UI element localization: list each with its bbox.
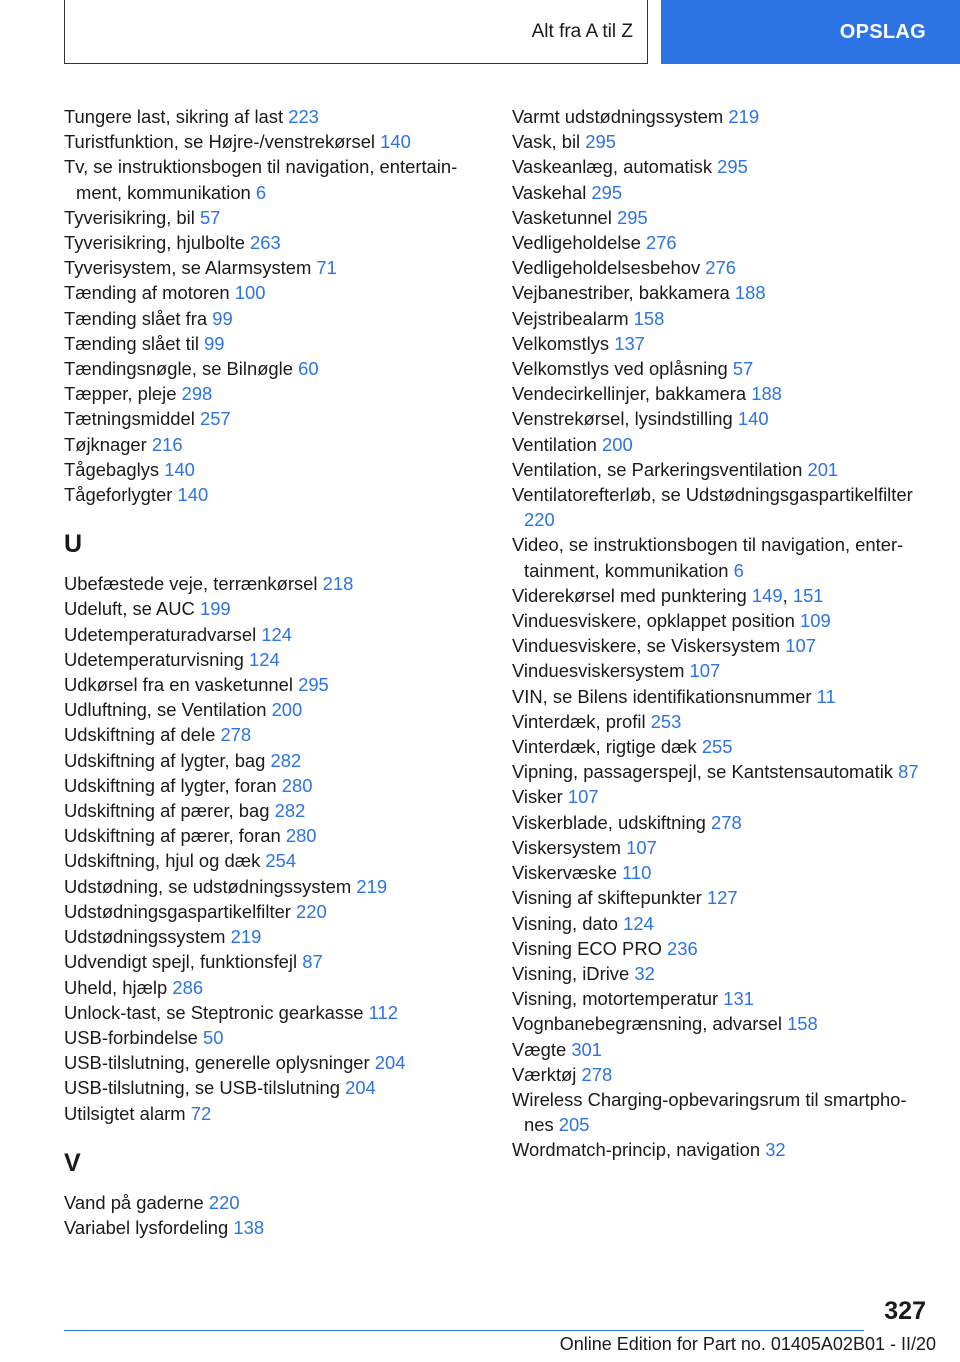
index-entry bbox=[512, 230, 930, 255]
footer-rule bbox=[64, 1330, 864, 1331]
page-reference-link[interactable]: 57 bbox=[199, 206, 221, 228]
page-reference-link[interactable]: 205 bbox=[558, 1114, 590, 1136]
page-reference-link[interactable]: 295 bbox=[585, 131, 616, 153]
index-entry-text: Viskerblade, udskiftning bbox=[512, 811, 706, 833]
page-reference-link[interactable]: 295 bbox=[591, 181, 623, 203]
index-entry-text: Viskersystem bbox=[512, 836, 622, 858]
index-entry bbox=[512, 532, 930, 582]
page-reference-link[interactable]: 124 bbox=[623, 912, 654, 934]
page-reference-link[interactable]: 110 bbox=[622, 862, 652, 884]
index-entry bbox=[512, 255, 930, 280]
page-reference-link[interactable]: 188 bbox=[734, 282, 766, 304]
page-reference-link[interactable]: 140 bbox=[164, 458, 195, 480]
page-reference-link[interactable]: 87 bbox=[898, 761, 919, 783]
index-entry-text: Utilsigtet alarm bbox=[64, 1102, 186, 1124]
index-entry bbox=[512, 658, 930, 683]
page-reference-link[interactable]: 223 bbox=[288, 106, 319, 127]
page-reference-link[interactable]: 200 bbox=[271, 699, 303, 721]
page-reference-link[interactable]: 199 bbox=[199, 598, 231, 620]
page-reference-link[interactable]: 137 bbox=[614, 332, 645, 354]
page-reference-link[interactable]: 6 bbox=[733, 559, 744, 581]
index-entry bbox=[64, 482, 482, 507]
index-entry bbox=[64, 899, 482, 924]
index-entry-text: Visning ECO PRO bbox=[512, 937, 662, 959]
index-entry bbox=[512, 608, 930, 633]
index-entry bbox=[512, 306, 930, 331]
index-entry-text: Tyverisystem, se Alarmsystem bbox=[64, 257, 312, 279]
index-entry-text: USB-tilslutning, generelle oplysninger bbox=[64, 1052, 370, 1074]
page-reference-link[interactable]: 286 bbox=[172, 976, 204, 998]
index-entry bbox=[64, 356, 482, 381]
index-entry bbox=[512, 835, 930, 860]
index-entry bbox=[64, 154, 482, 204]
index-entry-text: Vinterdæk, profil bbox=[512, 710, 646, 732]
index-entry bbox=[512, 961, 930, 986]
page-reference-link[interactable]: 295 bbox=[298, 674, 329, 696]
index-entry-text: Udskiftning, hjul og dæk bbox=[64, 850, 261, 872]
index-entry: Viderekørsel med punktering 149, 151 bbox=[512, 584, 824, 606]
index-entry-text: Visning, dato bbox=[512, 912, 618, 934]
index-entry bbox=[512, 860, 930, 885]
index-entry-text: Tændingsnøgle, se Bilnøgle bbox=[64, 358, 293, 380]
page-reference-link[interactable]: 218 bbox=[322, 573, 354, 595]
page-reference-link[interactable]: 278 bbox=[581, 1063, 613, 1085]
page-reference-link[interactable]: 200 bbox=[602, 433, 633, 455]
page-reference-link[interactable]: 6 bbox=[255, 181, 267, 203]
index-entry-text: Tøjknager bbox=[64, 433, 147, 455]
page-reference-link[interactable]: 253 bbox=[650, 710, 682, 732]
index-entry-text: Varmt udstødningssystem bbox=[512, 106, 724, 127]
index-entry-text: Vendecirkellinjer, bakkamera bbox=[512, 383, 747, 405]
index-entry-text: Turistfunktion, se Højre-/venstrekørsel bbox=[64, 131, 376, 153]
index-entry bbox=[512, 356, 930, 381]
page-reference-link[interactable]: 124 bbox=[261, 623, 292, 645]
index-letter-heading: U bbox=[64, 530, 83, 559]
index-entry bbox=[512, 885, 930, 910]
index-entry-text: Wordmatch-princip, navigation bbox=[512, 1139, 761, 1161]
index-entry-text: Viderekørsel med punktering bbox=[512, 584, 747, 606]
index-entry-text: Vedligeholdelsesbehov bbox=[512, 257, 701, 279]
header-tab-opslag[interactable] bbox=[661, 0, 960, 64]
index-entry-text: Venstrekørsel, lysindstilling bbox=[512, 408, 733, 430]
page-reference-link[interactable]: 276 bbox=[705, 257, 736, 279]
index-entry bbox=[512, 633, 930, 658]
index-entry bbox=[64, 647, 482, 672]
index-entry bbox=[512, 734, 930, 759]
index-entry bbox=[64, 622, 482, 647]
index-entry bbox=[512, 986, 930, 1011]
index-entry bbox=[64, 457, 482, 482]
index-entry bbox=[512, 280, 930, 305]
index-entry-text: Vognbanebegrænsning, advarsel bbox=[512, 1013, 782, 1035]
page-reference-link[interactable]: 278 bbox=[711, 811, 742, 833]
page-reference-link[interactable]: 301 bbox=[571, 1038, 602, 1060]
index-entry-text: VIN, se Bilens identifikationsnummer bbox=[512, 685, 812, 707]
index-entry-text: Udstødningssystem bbox=[64, 926, 226, 948]
index-entry-text: Visning af skiftepunkter bbox=[512, 887, 702, 909]
index-entry bbox=[64, 1075, 482, 1100]
index-entry bbox=[512, 457, 930, 482]
page-reference-link[interactable]: 131 bbox=[723, 988, 754, 1010]
index-entry-text: Viskervæske bbox=[512, 862, 617, 884]
page-reference-link[interactable]: 107 bbox=[567, 786, 599, 808]
index-entry bbox=[512, 1062, 930, 1087]
page-reference-link[interactable]: 32 bbox=[765, 1139, 786, 1161]
page-reference-link[interactable]: 112 bbox=[368, 1001, 398, 1023]
index-entry-text: Værktøj bbox=[512, 1063, 577, 1085]
index-entry-text: Tågeforlygter bbox=[64, 484, 173, 506]
page-reference-link[interactable]: 138 bbox=[233, 1216, 265, 1238]
index-entry-text: Vaskehal bbox=[512, 181, 587, 203]
page-reference-link[interactable]: 220 bbox=[208, 1191, 240, 1213]
index-entry bbox=[512, 784, 930, 809]
page-reference-link[interactable]: 220 bbox=[296, 900, 327, 922]
page-reference-link[interactable]: 257 bbox=[199, 408, 231, 430]
index-entry bbox=[512, 180, 930, 205]
index-entry bbox=[512, 104, 930, 129]
page-reference-link[interactable]: 298 bbox=[181, 383, 213, 405]
page-reference-link[interactable]: 219 bbox=[728, 106, 760, 127]
page-reference-link[interactable]: 109 bbox=[799, 610, 831, 632]
index-entry bbox=[64, 697, 482, 722]
index-entry bbox=[64, 798, 482, 823]
page-reference-link[interactable]: 99 bbox=[204, 332, 225, 354]
page-reference-link[interactable]: 140 bbox=[177, 484, 209, 506]
index-entry-text: Udkørsel fra en vasketunnel bbox=[64, 674, 293, 696]
page-reference-link[interactable]: 158 bbox=[633, 307, 665, 329]
page-reference-link[interactable]: 280 bbox=[281, 774, 313, 796]
index-entry-text: Tyverisikring, bil bbox=[64, 206, 195, 228]
index-entry-text: Vasketunnel bbox=[512, 206, 612, 228]
index-entry-text: Udskiftning af pærer, bag bbox=[64, 800, 270, 822]
index-entry-text: Ventilatorefterløb, se Udstødningsgaspartikelfilter bbox=[512, 484, 913, 506]
index-entry bbox=[64, 722, 482, 747]
index-entry-text: Udeluft, se AUC bbox=[64, 598, 195, 620]
index-entry-text: Video, se instruktionsbogen til navigation, entertainment, kommunikation bbox=[512, 534, 904, 581]
index-entry bbox=[512, 1037, 930, 1062]
index-entry bbox=[64, 205, 482, 230]
index-entry bbox=[64, 331, 482, 356]
index-entry-text: USB-forbindelse bbox=[64, 1026, 198, 1048]
page-reference-link[interactable]: 60 bbox=[298, 358, 319, 380]
index-entry bbox=[64, 924, 482, 949]
index-entry bbox=[64, 104, 482, 129]
page-reference-link[interactable]: 87 bbox=[302, 951, 323, 973]
index-column-right bbox=[512, 104, 930, 1163]
index-entry-text: Udskiftning af lygter, bag bbox=[64, 749, 266, 771]
index-entry-text: Vand på gaderne bbox=[64, 1191, 204, 1213]
index-entry-text: Visker bbox=[512, 786, 563, 808]
page-reference-link[interactable]: 158 bbox=[787, 1013, 818, 1035]
index-entry-text: Udetemperaturadvarsel bbox=[64, 623, 257, 645]
index-entry-text: Udstødning, se udstødningssystem bbox=[64, 875, 352, 897]
index-entry bbox=[512, 432, 930, 457]
page-reference-link[interactable]: 140 bbox=[737, 408, 769, 430]
index-entry bbox=[64, 306, 482, 331]
page-reference-link[interactable]: 236 bbox=[667, 937, 698, 959]
index-entry bbox=[64, 1025, 482, 1050]
page-reference-link[interactable]: 124 bbox=[249, 648, 280, 670]
page-reference-link[interactable]: 107 bbox=[626, 836, 657, 858]
index-entry-text: Ventilation bbox=[512, 433, 597, 455]
index-entry bbox=[512, 406, 930, 431]
page-reference-link[interactable]: 140 bbox=[380, 131, 411, 153]
index-entry bbox=[64, 773, 482, 798]
index-entry bbox=[64, 1190, 482, 1215]
page-reference-link[interactable]: 107 bbox=[689, 660, 721, 682]
index-entry bbox=[512, 482, 930, 532]
index-column-left bbox=[64, 104, 482, 1240]
index-entry bbox=[64, 571, 482, 596]
index-entry bbox=[512, 709, 930, 734]
index-entry-text: Visning, motortemperatur bbox=[512, 988, 719, 1010]
index-entry bbox=[512, 154, 930, 179]
index-entry-text: Vipning, passagerspejl, se Kantstensautomatik bbox=[512, 761, 893, 783]
index-entry bbox=[64, 255, 482, 280]
index-entry-text: Vask, bil bbox=[512, 131, 581, 153]
index-entry bbox=[512, 129, 930, 154]
index-entry-text: Visning, iDrive bbox=[512, 962, 630, 984]
index-entry-text: Udvendigt spejl, funktionsfejl bbox=[64, 951, 298, 973]
page-reference-link[interactable]: 99 bbox=[212, 307, 233, 329]
index-entry bbox=[64, 672, 482, 697]
index-entry bbox=[64, 1101, 482, 1126]
index-entry bbox=[64, 975, 482, 1000]
index-entry bbox=[512, 205, 930, 230]
index-entry-text: Tv, se instruktionsbogen til navigation, entertainment, kommunikation bbox=[64, 156, 458, 203]
index-entry bbox=[64, 748, 482, 773]
page-reference-link[interactable]: 282 bbox=[274, 800, 306, 822]
page-reference-link[interactable]: 295 bbox=[616, 206, 648, 228]
index-entry bbox=[64, 406, 482, 431]
page-reference-link[interactable]: 149 bbox=[751, 584, 783, 606]
index-entry-text: Variabel lysfordeling bbox=[64, 1216, 229, 1238]
index-entry-text: Vinterdæk, rigtige dæk bbox=[512, 736, 697, 758]
index-entry bbox=[512, 381, 930, 406]
index-entry-text: Uheld, hjælp bbox=[64, 976, 168, 998]
page-reference-link[interactable]: 280 bbox=[285, 825, 317, 847]
index-entry-text: Udskiftning af pærer, foran bbox=[64, 825, 281, 847]
page-reference-link[interactable]: 276 bbox=[645, 232, 677, 254]
index-entry-text: Udskiftning af lygter, foran bbox=[64, 774, 277, 796]
page-reference-link[interactable]: 295 bbox=[717, 156, 748, 178]
header-tab-label: OPSLAG bbox=[839, 20, 926, 43]
page-reference-link[interactable]: 127 bbox=[706, 887, 738, 909]
index-entry-text: Tætningsmiddel bbox=[64, 408, 195, 430]
index-entry bbox=[64, 949, 482, 974]
index-entry bbox=[512, 1011, 930, 1036]
page-reference-link[interactable]: 50 bbox=[203, 1026, 224, 1048]
index-entry-text: Tungere last, sikring af last bbox=[64, 106, 284, 127]
index-entry bbox=[64, 1215, 482, 1240]
index-entry-text: Velkomstlys bbox=[512, 332, 610, 354]
index-entry bbox=[512, 331, 930, 356]
index-entry bbox=[64, 381, 482, 406]
header-section-title: Alt fra A til Z bbox=[531, 20, 633, 42]
page-reference-link[interactable]: 254 bbox=[265, 850, 297, 872]
page-number: 327 bbox=[884, 1297, 926, 1325]
index-entry-text: Tågebaglys bbox=[64, 458, 160, 480]
page-reference-link[interactable]: 220 bbox=[524, 509, 555, 531]
index-letter-heading: V bbox=[64, 1148, 81, 1177]
index-entry-text: Velkomstlys ved oplåsning bbox=[512, 358, 728, 380]
page-reference-link[interactable]: 204 bbox=[345, 1077, 376, 1099]
index-entry bbox=[64, 874, 482, 899]
index-entry-text: Unlock-tast, se Steptronic gearkasse bbox=[64, 1001, 364, 1023]
page-reference-link[interactable]: 204 bbox=[374, 1052, 406, 1074]
index-entry bbox=[64, 432, 482, 457]
index-entry bbox=[64, 1000, 482, 1025]
page-reference-link[interactable]: 219 bbox=[230, 926, 262, 948]
page-reference-link[interactable]: 201 bbox=[807, 458, 839, 480]
index-entry-text: Tænding af motoren bbox=[64, 282, 230, 304]
index-entry bbox=[64, 823, 482, 848]
index-entry-text: USB-tilslutning, se USB-tilslutning bbox=[64, 1077, 340, 1099]
index-entry bbox=[64, 596, 482, 621]
page-reference-link[interactable]: 216 bbox=[151, 433, 183, 455]
index-entry bbox=[512, 1137, 930, 1162]
page-reference-link[interactable]: 71 bbox=[316, 257, 337, 279]
index-entry-text: Tænding slået til bbox=[64, 332, 199, 354]
index-entry bbox=[64, 280, 482, 305]
page-reference-link[interactable]: 263 bbox=[250, 232, 281, 254]
index-entry bbox=[512, 759, 930, 784]
index-entry bbox=[64, 1050, 482, 1075]
index-entry-text: Vinduesviskere, se Viskersystem bbox=[512, 635, 781, 657]
index-entry-text: Udstødningsgaspartikelfilter bbox=[64, 900, 291, 922]
index-entry bbox=[64, 848, 482, 873]
index-entry-text: Vaskeanlæg, automatisk bbox=[512, 156, 713, 178]
page-reference-link[interactable]: 188 bbox=[751, 383, 782, 405]
page-reference-link[interactable]: 100 bbox=[234, 282, 266, 304]
index-entry-text: Ubefæstede veje, terrænkørsel bbox=[64, 573, 318, 595]
index-entry bbox=[512, 810, 930, 835]
page-reference-link[interactable]: 107 bbox=[785, 635, 816, 657]
index-entry bbox=[512, 911, 930, 936]
index-entry-text: Udskiftning af dele bbox=[64, 724, 216, 746]
index-entry bbox=[64, 129, 482, 154]
page-reference-link[interactable]: 57 bbox=[732, 358, 754, 380]
index-entry bbox=[512, 936, 930, 961]
index-entry-text: Udetemperaturvisning bbox=[64, 648, 244, 670]
header-section-box bbox=[64, 0, 648, 64]
page-reference-link[interactable]: 278 bbox=[220, 724, 252, 746]
page-reference-link[interactable]: 151 bbox=[792, 584, 824, 606]
footer-edition: Online Edition for Part no. 01405A02B01 - II/20 bbox=[559, 1334, 936, 1354]
index-entry-text: Tæpper, pleje bbox=[64, 383, 177, 405]
index-entry-text: Wireless Charging-opbevaringsrum til smartphones bbox=[512, 1088, 907, 1136]
page-reference-link[interactable]: 32 bbox=[634, 962, 655, 984]
index-entry-text: Vinduesviskere, opklappet position bbox=[512, 610, 795, 632]
index-entry-text: Udluftning, se Ventilation bbox=[64, 699, 267, 721]
page-reference-link[interactable]: 219 bbox=[356, 875, 388, 897]
index-entry-text: Ventilation, se Parkeringsventilation bbox=[512, 458, 803, 480]
index-entry-text: Tyverisikring, hjulbolte bbox=[64, 232, 245, 254]
index-entry-text: Vægte bbox=[512, 1038, 567, 1060]
index-entry-text: Vejbanestriber, bakkamera bbox=[512, 282, 730, 304]
index-entry bbox=[64, 230, 482, 255]
index-entry-text: Vejstribealarm bbox=[512, 307, 629, 329]
page-reference-link[interactable]: 255 bbox=[701, 736, 733, 758]
page-reference-link[interactable]: 11 bbox=[816, 685, 836, 707]
index-entry-text: Tænding slået fra bbox=[64, 307, 208, 329]
index-entry bbox=[512, 684, 930, 709]
index-entry bbox=[512, 1087, 930, 1137]
index-entry-text: Vedligeholdelse bbox=[512, 232, 641, 254]
page-reference-link[interactable]: 282 bbox=[270, 749, 302, 771]
index-entry-text: Vinduesviskersystem bbox=[512, 660, 685, 682]
page-reference-link[interactable]: 72 bbox=[190, 1102, 212, 1124]
